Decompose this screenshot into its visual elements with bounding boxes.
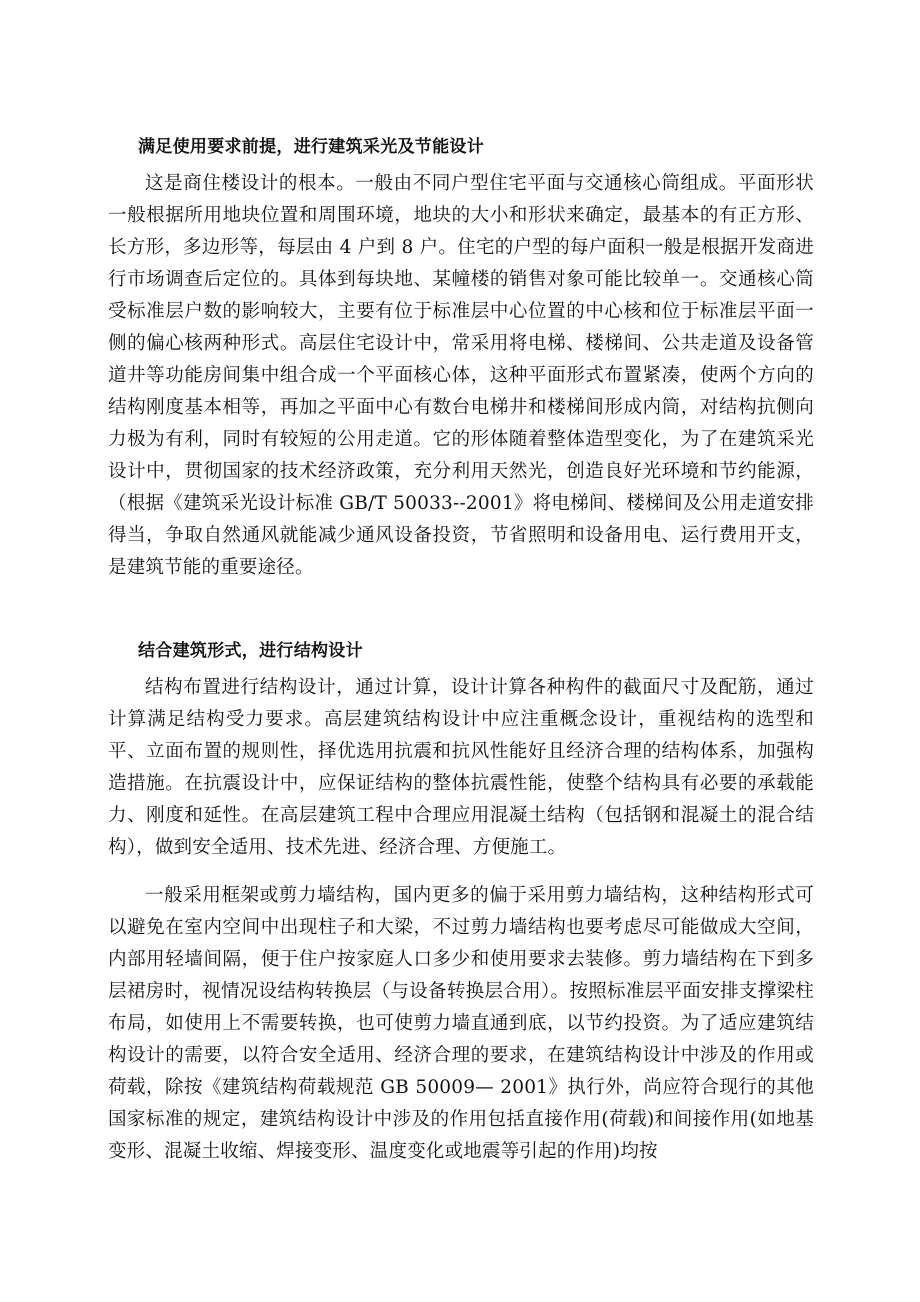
- section-spacer: [108, 584, 814, 640]
- section-heading: 满足使用要求前提，进行建筑采光及节能设计: [138, 137, 484, 157]
- section-heading: 结合建筑形式，进行结构设计: [138, 641, 363, 661]
- section-structural-design: [108, 640, 814, 1168]
- paragraph-spacer: [108, 864, 814, 880]
- document-page: [108, 136, 814, 1168]
- body-paragraph: 这是商住楼设计的根本。一般由不同户型住宅平面与交通核心筒组成。平面形状一般根据所用地块位置和周围环境，地块的大小和形状来确定，最基本的有正方形、长方形，多边形等，每层由 4 户到 8 户。住宅的户型的每户面积一般是根据开发商进行市场调查后定位的。具体到每块地、某幢楼的销售对象可能比较单一。交通核心筒受标准层户数的影响较大，主要有位于标准层中心位置的中心核和位于标准层平面一侧的偏心核两种形式。高层住宅设计中，常采用将电梯、楼梯间、公共走道及设备管道井等功能房间集中组合成一个平面核心体，这种平面形式布置紧凑，使两个方向的结构刚度基本相等，再加之平面中心有数台电梯井和楼梯间形成内筒，对结构抗侧向力极为有利，同时有较短的公用走道。它的形体随着整体造型变化，为了在建筑采光设计中，贯彻国家的技术经济政策，充分利用天然光，创造良好光环境和节约能源，（根据《建筑采光设计标准 GB/T 50033--2001》将电梯间、楼梯间及公用走道安排得当，争取自然通风就能减少通风设备投资，节省照明和设备用电、运行费用开支，是建筑节能的重要途径。: [108, 173, 814, 578]
- section-daylighting-energy: [108, 136, 814, 584]
- body-paragraph: 结构布置进行结构设计，通过计算，设计计算各种构件的截面尺寸及配筋，通过计算满足结构受力要求。高层建筑结构设计中应注重概念设计，重视结构的选型和平、立面布置的规则性，择优选用抗震和抗风性能好且经济合理的结构体系，加强构造措施。在抗震设计中，应保证结构的整体抗震性能，使整个结构具有必要的承载能力、刚度和延性。在高层建筑工程中合理应用混凝土结构（包括钢和混凝土的混合结构），做到安全适用、技术先进、经济合理、方便施工。: [108, 677, 814, 858]
- body-paragraph: 一般采用框架或剪力墙结构，国内更多的偏于采用剪力墙结构，这种结构形式可以避免在室内空间中出现柱子和大梁，不过剪力墙结构也要考虑尽可能做成大空间，内部用轻墙间隔，便于住户按家庭人口多少和使用要求去装修。剪力墙结构在下到多层裙房时，视情况设结构转换层（与设备转换层合用）。按照标准层平面安排支撑梁柱布局，如使用上不需要转换，也可使剪力墙直通到底，以节约投资。为了适应建筑结构设计的需要，以符合安全适用、经济合理的要求，在建筑结构设计中涉及的作用或荷载，除按《建筑结构荷载规范 GB 50009— 2001》执行外，尚应符合现行的其他国家标准的规定，建筑结构设计中涉及的作用包括直接作用(荷载)和间接作用(如地基变形、混凝土收缩、焊接变形、温度变化或地震等引起的作用)均按: [108, 885, 814, 1162]
